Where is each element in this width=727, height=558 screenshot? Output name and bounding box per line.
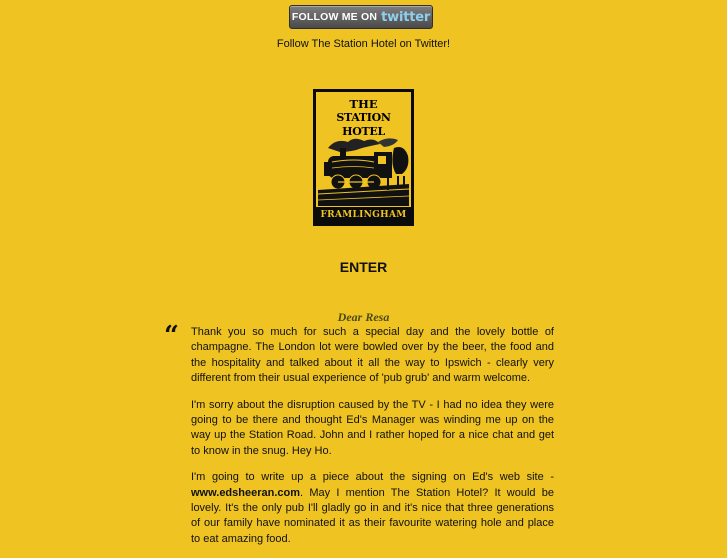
testimonial-text [191,325,554,558]
enter-link[interactable]: ENTER [339,259,388,275]
station-hotel-logo [313,89,414,226]
testimonial-paragraph: Thank you so much for such a special day and the lovely bottle of champagne. The London lot were bowled over by the beer, the food and the hospitality and talked about it all the way to Ipswich - clearly very different from their usual experience of 'pub grub' and warm welcome. [191,326,554,385]
double-quote-icon: “ [164,321,179,351]
steam-locomotive-icon [318,134,409,206]
testimonial-salutation: Dear Resa [337,310,390,324]
twitter-logo-icon: twitter [381,9,431,25]
testimonial-paragraph: I'm sorry about the disruption caused by the TV - I had no idea they were going to be there and thought Ed's Manager was winding me up on the way up the Station Road. John and I rather hoped for a nice chat and get to know in the snug. Hey Ho. [191,398,554,457]
follow-on-twitter-link[interactable]: Follow The Station Hotel on Twitter! [276,38,451,50]
logo-title: THE STATION HOTEL [336,97,391,138]
follow-me-on-label: FOLLOW ME ON [291,11,378,23]
logo-location-band: FRAMLINGHAM [316,207,411,223]
testimonial-paragraph: I'm going to write up a piece about the signing on Ed's web site - www.edsheeran.com. May I mention The Station Hotel? It would be lovely. It's the only pub I'll gladly go in and it's nice that three generations of our family have nominated it as their favourite watering hole and place to eat amazing food. [191,471,554,545]
edsheeran-website-link[interactable]: www.edsheeran.com [191,486,301,499]
twitter-follow-button[interactable] [289,5,433,29]
